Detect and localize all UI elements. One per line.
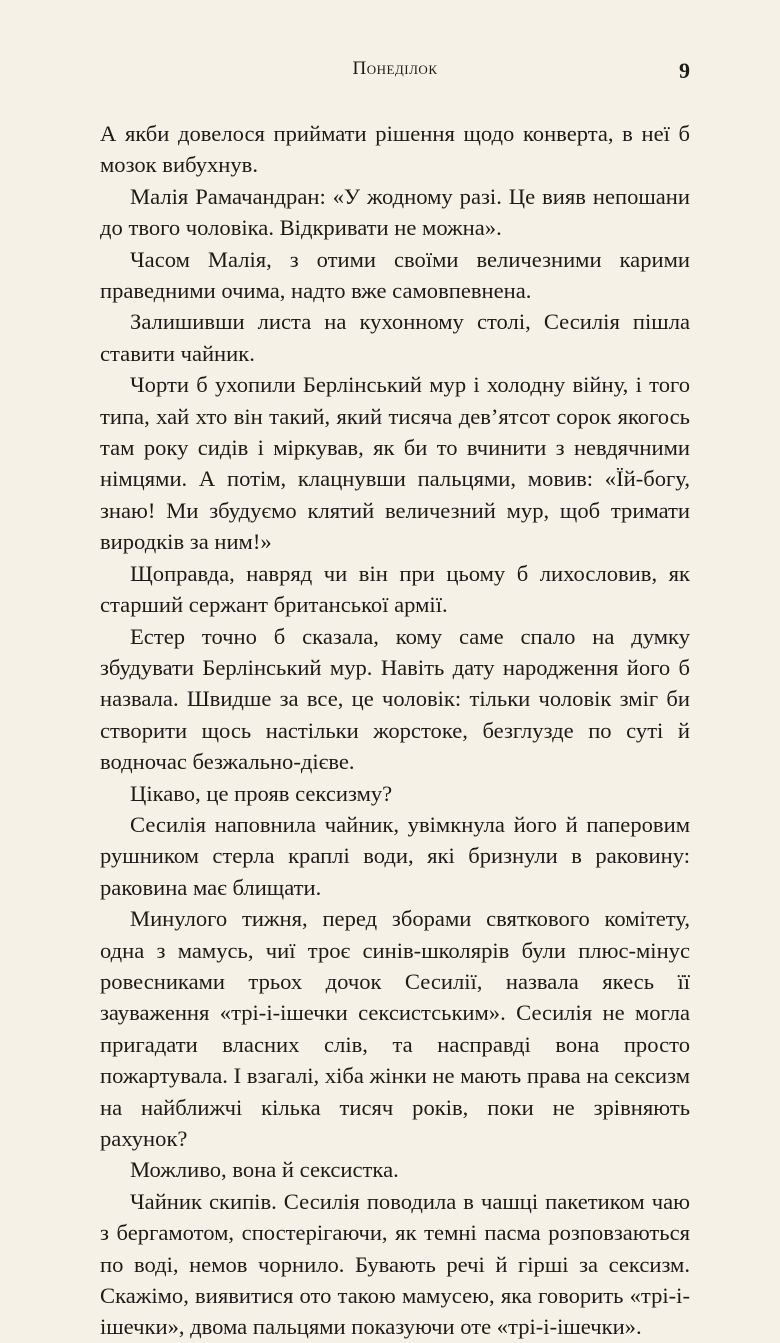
body-text [100, 118, 690, 1343]
chapter-title: Понеділок [352, 58, 438, 79]
paragraph: Щоправда, навряд чи він при цьому б лихословив, як старший сержант британської армії. [100, 560, 690, 618]
paragraph: Цікаво, це прояв сексизму? [130, 780, 393, 806]
paragraph: Часом Малія, з отими своїми величезними карими праведними очима, надто вже самовпевнена. [100, 246, 690, 304]
paragraph: Сесилія наповнила чайник, увімкнула його й паперовим рушником стерла краплі води, які бризнули в раковину: раковина має блищати. [100, 811, 690, 900]
paragraph: Чайник скипів. Сесилія поводила в чашці пакетиком чаю з бергамотом, спостерігаючи, як темні пасма розповзаються по воді, немов чорнило. Бувають речі й гірші за сексизм. Скажімо, виявитися ото такою мамусею, яка говорить «трі-і-ішечки», двома пальцями показуючи оте «трі-і-ішечки». [100, 1188, 690, 1340]
paragraph: Минулого тижня, перед зборами святкового комітету, одна з мамусь, чиї троє синів-школярів були плюс-мінус ровесниками трьох дочок Сесилії, назвала якесь її зауваження «трі-і-ішечки сексистським». Сесилія не могла пригадати власних слів, та насправді вона просто пожартувала. І взагалі, хіба жінки не мають права на сексизм на найближчі кілька тисяч років, поки не зрівняють рахунок? [100, 906, 690, 1151]
paragraph: А якби довелося приймати рішення щодо конверта, в неї б мозок вибухнув. [100, 121, 690, 178]
paragraph: Чорти б ухопили Берлінський мур і холодну війну, і того типа, хай хто він такий, який тисяча дев’ятсот сорок якогось там року сидів і міркував, як би то вчинити з невдячними німцями. А потім, клацнувши пальцями, мовив: «Їй-богу, знаю! Ми збудуємо клятий величезний мур, щоб тримати виродків за ним!» [100, 372, 690, 555]
page-number: 9 [679, 58, 690, 83]
running-head [100, 58, 690, 88]
paragraph: Малія Рамачандран: «У жодному разі. Це вияв непошани до твого чоловіка. Відкривати не можна». [100, 183, 690, 241]
paragraph: Залишивши листа на кухонному столі, Сесилія пішла ставити чайник. [100, 309, 690, 366]
paragraph: Естер точно б сказала, кому саме спало на думку збудувати Берлінський мур. Навіть дату народження його б назвала. Швидше за все, це чоловік: тільки чоловік зміг би створити щось настільки жорстоке, безглузде по суті й водночас безжально-дієве. [100, 623, 690, 775]
paragraph: Можливо, вона й сексистка. [130, 1157, 399, 1183]
